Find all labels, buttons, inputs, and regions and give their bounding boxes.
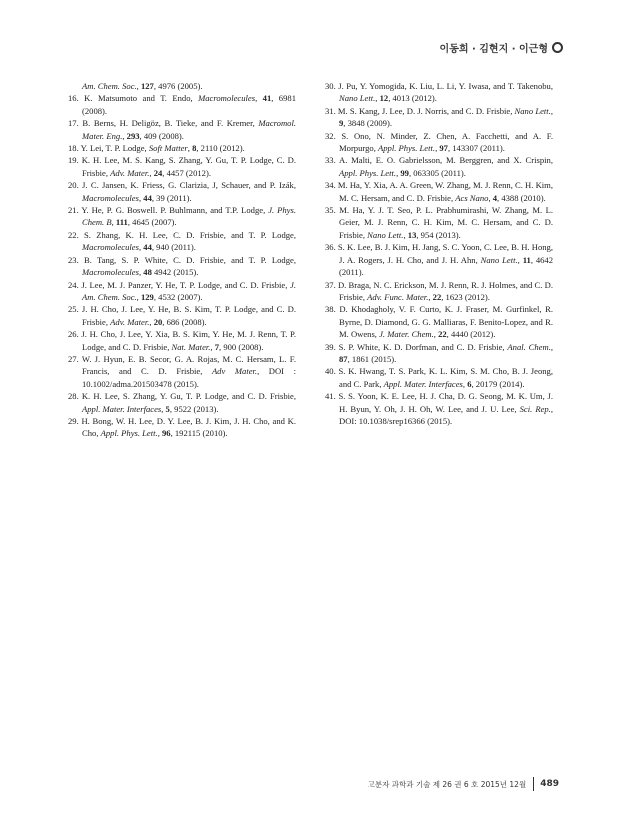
reference-item	[325, 105, 553, 130]
reference-mid: ,	[462, 378, 468, 389]
reference-mid: , DOI: 10.1038/srep16366 (2015).	[339, 403, 553, 426]
reference-pre: 37. D. Braga, N. C. Erickson, M. J. Renn, R. J. Holmes, and C. D. Frisbie,	[325, 279, 553, 302]
reference-vol: 293	[126, 130, 140, 141]
reference-journal: Macromolecules	[82, 267, 139, 278]
reference-pre: 35. M. Ha, Y. J. T. Seo, P. L. Prabhumirashi, W. Zhang, M. L. Geier, M. J. Renn, C. H. Kim, M. C. Hersam, and C. D. Frisbie,	[325, 205, 553, 240]
reference-item	[68, 390, 296, 415]
reference-journal: Nat. Mater.	[171, 341, 211, 352]
reference-post: , 1623 (2012).	[441, 291, 490, 302]
reference-column-left	[68, 80, 296, 440]
reference-mid: ,	[517, 254, 523, 265]
reference-journal: Adv. Func. Mater.	[367, 291, 429, 302]
reference-pre: 25. J. H. Cho, J. Lee, Y. He, B. S. Kim, T. P. Lodge, and C. D. Frisbie,	[68, 304, 296, 327]
reference-post: , 4532 (2007).	[153, 291, 203, 302]
reference-pre: 32. S. Ono, N. Minder, Z. Chen, A. Facchetti, and A. F. Morpurgo,	[325, 130, 553, 154]
reference-mid: ,	[435, 143, 440, 154]
reference-post: , 4642 (2011).	[339, 254, 554, 278]
reference-journal: Macromolecules	[198, 93, 256, 104]
reference-pre: 29. H. Bong, W. H. Lee, D. Y. Lee, B. J. Kim, J. H. Cho, and K. Cho,	[68, 415, 296, 439]
reference-mid: ,	[428, 291, 433, 302]
reference-journal: Appl. Mater. Interfaces	[82, 403, 162, 414]
reference-item	[325, 154, 553, 179]
reference-journal: Acs Nano	[455, 192, 489, 203]
reference-item	[325, 204, 553, 241]
reference-item	[68, 154, 296, 179]
reference-post: , 4388 (2010).	[497, 192, 546, 203]
reference-item	[325, 279, 553, 304]
reference-vol: 24	[153, 167, 163, 178]
reference-item	[68, 279, 296, 304]
reference-post: , 4013 (2012).	[388, 93, 437, 104]
reference-post: , 686 (2008).	[162, 316, 207, 327]
reference-post: , 4457 (2012).	[162, 167, 211, 178]
reference-mid: ,	[136, 81, 141, 91]
page-footer	[368, 777, 559, 791]
reference-vol: 5	[165, 403, 170, 414]
reference-vol: 99	[400, 167, 409, 178]
reference-mid: , DOI : 10.1002/adma.201503478 (2015).	[82, 366, 296, 389]
reference-mid: ,	[396, 167, 401, 178]
reference-post: , 4440 (2012).	[446, 329, 496, 340]
reference-journal: Nano Lett.	[480, 254, 518, 265]
reference-journal: Appl. Phys. Lett.	[100, 428, 158, 439]
reference-pre: 36. S. K. Lee, B. J. Kim, H. Jang, S. C. Yoon, C. Lee, B. H. Hong, J. A. Rogers, J. H. Cho, and J. H. Ahn,	[325, 242, 553, 265]
reference-post: 4942 (2015).	[151, 267, 199, 278]
reference-journal: Macromol. Mater. Eng.	[82, 118, 296, 141]
reference-mid: ,	[138, 242, 144, 253]
reference-journal: Adv. Mater.	[110, 167, 150, 178]
reference-journal: Macromolecules	[82, 192, 139, 203]
reference-item	[325, 341, 553, 366]
reference-mid: ,	[433, 329, 439, 340]
reference-mid: ,	[138, 192, 144, 203]
reference-journal: Nano Lett.	[367, 229, 404, 240]
reference-journal: Macromolecules	[82, 242, 139, 253]
reference-vol: 87	[339, 353, 348, 364]
reference-journal: J. Am. Chem. Soc.	[82, 279, 296, 302]
reference-mid: ,	[255, 93, 263, 104]
reference-mid: ,	[403, 229, 408, 240]
reference-mid: ,	[550, 341, 553, 352]
reference-journal: Adv Mater.	[211, 366, 258, 377]
page-number: 489	[540, 779, 559, 789]
reference-item	[68, 415, 296, 440]
reference-vol: 44	[143, 242, 152, 253]
reference-pre: 21. Y. He, P. G. Boswell. P. Buhlmann, and T.P. Lodge,	[68, 205, 269, 216]
reference-pre: 33. A. Malti, E. O. Gabrielsson, M. Berggren, and X. Crispin,	[325, 155, 553, 166]
reference-post: , 954 (2013).	[416, 229, 461, 240]
reference-pre: 23. B. Tang, S. P. White, C. D. Frisbie, and T. P. Lodge,	[68, 254, 296, 265]
reference-journal: Nano Lett.	[339, 93, 376, 104]
reference-journal: Appl. Phys. Lett.	[378, 143, 436, 154]
reference-post: , 39 (2011).	[151, 192, 192, 203]
reference-mid: ,	[111, 217, 116, 228]
reference-vol: 13	[407, 229, 417, 240]
reference-vol: 20	[153, 316, 163, 327]
reference-post: , 3848 (2009).	[343, 118, 392, 129]
reference-pre: 24. J. Lee, M. J. Panzer, Y. He, T. P. Lodge, and C. D. Frisbie,	[68, 279, 291, 290]
reference-vol: 4	[492, 192, 498, 203]
reference-pre: 34. M. Ha, Y. Xia, A. A. Green, W. Zhang, M. J. Renn, C. H. Kim, M. C. Hersam, and C. D. Frisbie,	[325, 180, 553, 203]
reference-vol: 127	[140, 81, 154, 91]
reference-item	[325, 179, 553, 204]
reference-journal: Am. Chem. Soc.	[82, 81, 137, 91]
reference-mid: ,	[488, 192, 493, 203]
reference-item	[68, 328, 296, 353]
reference-post: , 900 (2008).	[219, 341, 264, 352]
reference-mid: ,	[550, 105, 553, 116]
reference-vol: 129	[140, 291, 154, 302]
reference-item	[325, 365, 553, 390]
reference-vol: 8	[192, 143, 197, 154]
reference-journal: Nano Lett.	[514, 105, 551, 116]
reference-vol: 96	[161, 428, 171, 439]
reference-journal: J. Phys. Chem. B	[82, 205, 296, 228]
reference-journal: Appl. Phys. Lett.	[339, 167, 397, 178]
reference-journal: J. Mater. Chem.	[379, 329, 434, 340]
reference-pre: 31. M. S. Kang, J. Lee, D. J. Norris, and C. D. Frisbie,	[325, 105, 515, 116]
reference-item	[68, 229, 296, 254]
reference-pre: 22. S. Zhang, K. H. Lee, C. D. Frisbie, and T. P. Lodge,	[68, 229, 296, 240]
reference-item	[68, 254, 296, 279]
reference-mid: ,	[138, 267, 144, 278]
reference-post: , 9522 (2013).	[169, 403, 219, 414]
reference-post: , 4645 (2007).	[127, 217, 177, 228]
reference-post: , 6981 (2008).	[82, 93, 296, 116]
reference-vol: 97	[439, 143, 448, 154]
reference-post: , 143307 (2011).	[447, 143, 505, 154]
reference-item	[68, 303, 296, 328]
reference-post: , 1861 (2015).	[347, 353, 397, 364]
reference-post: , 063305 (2011).	[408, 167, 466, 178]
reference-mid: ,	[161, 403, 166, 414]
reference-pre: 28. K. H. Lee, S. Zhang, Y. Gu, T. P. Lodge, and C. D. Frisbie,	[68, 391, 296, 402]
reference-pre: 16. K. Matsumoto and T. Endo,	[68, 93, 199, 104]
reference-mid: ,	[375, 93, 380, 104]
reference-vol: 44	[143, 192, 152, 203]
reference-item	[325, 241, 553, 278]
reference-vol: 7	[214, 341, 220, 352]
reference-journal: Anal. Chem.	[507, 341, 551, 352]
reference-item	[68, 179, 296, 204]
reference-item	[325, 80, 553, 105]
reference-journal: Appl. Mater. Interfaces	[383, 378, 463, 389]
reference-vol: 22	[432, 291, 442, 302]
reference-item	[325, 390, 553, 427]
reference-item	[325, 303, 553, 340]
reference-pre: 41. S. S. Yoon, K. E. Lee, H. J. Cha, D. G. Seong, M. K. Um, J. H. Byun, Y. Oh, J. H. Oh, W. Lee, and J. U. Lee,	[325, 391, 553, 414]
reference-vol: 6	[467, 378, 472, 389]
reference-mid: ,	[122, 130, 127, 141]
reference-item	[68, 204, 296, 229]
reference-pre: 27. W. J. Hyun, E. B. Secor, G. A. Rojas, M. C. Hersam, L. F. Francis, and C. D. Frisbie,	[68, 353, 296, 377]
reference-pre: 39. S. P. White, K. D. Dorfman, and C. D. Frisbie,	[325, 341, 508, 352]
header-authors: 이동희 · 김현지 · 이근형	[439, 44, 548, 55]
reference-journal: Soft Matter	[148, 143, 188, 154]
reference-vol: 12	[379, 93, 389, 104]
reference-vol: 22	[438, 329, 447, 340]
reference-mid: ,	[187, 143, 193, 154]
reference-journal: Sci. Rep.	[519, 403, 551, 414]
reference-pre: 17. B. Berns, H. Deligöz, B. Tieke, and F. Kremer,	[68, 118, 259, 129]
reference-item	[325, 130, 553, 155]
reference-post: , 940 (2011).	[151, 242, 196, 253]
reference-mid: ,	[149, 167, 154, 178]
reference-mid: ,	[136, 291, 141, 302]
reference-item	[68, 353, 296, 390]
reference-mid: ,	[210, 341, 215, 352]
reference-post: , 4976 (2005).	[153, 81, 203, 91]
reference-vol: 48	[143, 267, 152, 278]
reference-pre: 20. J. C. Jansen, K. Friess, G. Clarizia, J, Schauer, and P. Izák,	[68, 180, 296, 191]
reference-journal: Adv. Mater.	[110, 316, 150, 327]
reference-post: , 2110 (2012).	[196, 143, 245, 154]
reference-post: , 20179 (2014).	[471, 378, 525, 389]
reference-mid: ,	[149, 316, 154, 327]
reference-vol: 111	[115, 217, 128, 228]
reference-item	[68, 142, 296, 154]
reference-pre: 18. Y. Lei, T. P. Lodge,	[68, 143, 149, 154]
reference-item	[68, 117, 296, 142]
running-header	[440, 40, 563, 55]
reference-pre: 30. J. Pu, Y. Yomogida, K. Liu, L. Li, Y. Iwasa, and T. Takenobu,	[325, 81, 553, 91]
reference-mid: ,	[157, 428, 162, 439]
reference-column-right	[325, 80, 553, 427]
reference-item	[68, 92, 296, 117]
footer-journal-info: 고분자 과학과 기술 제 26 권 6 호 2015년 12월	[367, 779, 527, 789]
reference-vol: 9	[339, 118, 344, 129]
reference-pre: 38. D. Khodagholy, V. F. Curto, K. J. Fraser, M. Gurfinkel, R. Byrne, D. Diamond, G. G. Malliaras, F. Benito-Lopez, and R. M. Owens,	[325, 304, 553, 340]
footer-divider	[533, 777, 534, 791]
reference-vol: 41	[262, 93, 272, 104]
reference-pre: 40. S. K. Hwang, T. S. Park, K. L. Kim, S. M. Cho, B. J. Jeong, and C. Park,	[325, 366, 553, 389]
circle-icon	[552, 42, 563, 53]
reference-pre: 19. K. H. Lee, M. S. Kang, S. Zhang, Y. Gu, T. P. Lodge, C. D. Frisbie,	[68, 155, 296, 178]
reference-pre: 26. J. H. Cho, J. Lee, Y. Xia, B. S. Kim, Y. He, M. J. Renn, T. P. Lodge, and C. D. Frisbie,	[68, 329, 296, 352]
reference-post: , 409 (2008).	[139, 130, 184, 141]
reference-post: , 192115 (2010).	[170, 428, 228, 439]
reference-vol: 11	[522, 254, 531, 265]
reference-item	[68, 80, 296, 92]
